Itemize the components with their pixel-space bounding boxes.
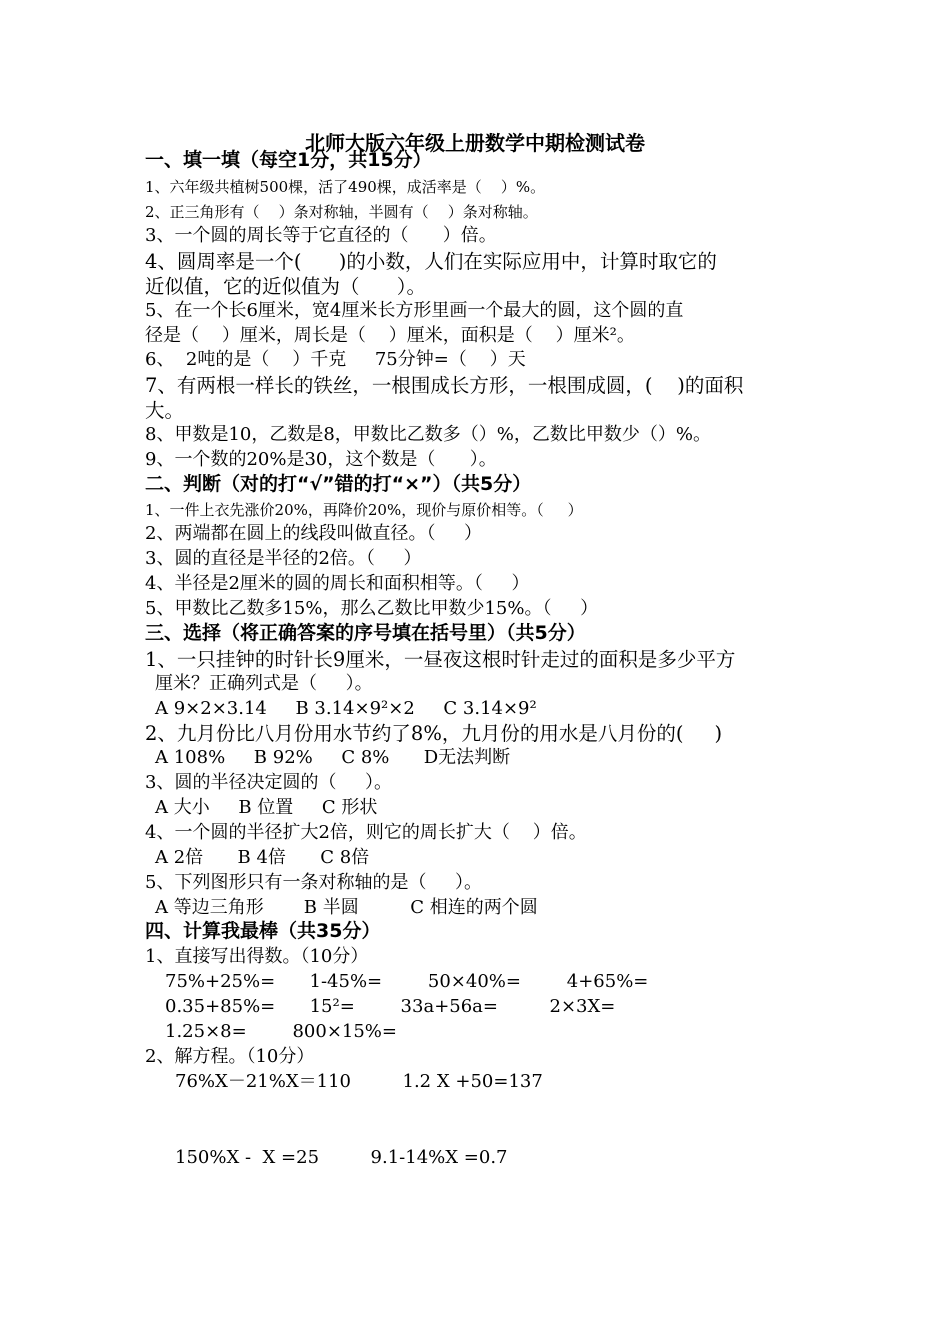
question-line: 4、一个圆的半径扩大2倍，则它的周长扩大（ ）倍。	[145, 822, 587, 843]
question-line: 厘米？正确列式是（ ）。	[155, 673, 373, 694]
question-line: 4、圆周率是一个( )的小数，人们在实际应用中，计算时取它的	[145, 250, 717, 273]
calc-row: 0.35+85%= 15²= 33a+56a= 2×3X=	[165, 996, 616, 1017]
section-heading-calculation: 四、计算我最棒（共35分）	[145, 920, 381, 942]
equation-row: 76%X－21%X＝110 1.2 X +50=137	[175, 1071, 543, 1092]
question-line: 5、在一个长6厘米，宽4厘米长方形里画一个最大的圆，这个圆的直	[145, 300, 684, 321]
option-line: A 2倍 B 4倍 C 8倍	[155, 847, 370, 868]
calc-row: 75%+25%= 1-45%= 50×40%= 4+65%=	[165, 971, 649, 992]
question-line: 1、一只挂钟的时针长9厘米，一昼夜这根时针走过的面积是多少平方	[145, 648, 736, 671]
question-line: 9、一个数的20%是30，这个数是（ ）。	[145, 449, 497, 470]
question-line: 径是（ ）厘米，周长是（ ）厘米，面积是（ ）厘米²。	[145, 325, 635, 346]
question-line: 1、一件上衣先涨价20%，再降价20%，现价与原价相等。（ ）	[145, 501, 583, 519]
question-line: 3、圆的直径是半径的2倍。（ ）	[145, 548, 422, 569]
page-title: 北师大版六年级上册数学中期检测试卷	[305, 131, 645, 155]
question-line: 2、九月份比八月份用水节约了8%，九月份的用水是八月份的( )	[145, 722, 723, 745]
question-line: 大。	[145, 399, 185, 422]
question-line: 3、圆的半径决定圆的（ ）。	[145, 772, 393, 793]
calc-row: 1.25×8= 800×15%=	[165, 1021, 397, 1042]
question-line: 2、两端都在圆上的线段叫做直径。（ ）	[145, 523, 483, 544]
question-line: 5、甲数比乙数多15%，那么乙数比甲数少15%。（ ）	[145, 598, 599, 619]
option-line: A 9×2×3.14 B 3.14×9²×2 C 3.14×9²	[155, 698, 537, 719]
question-line: 4、半径是2厘米的圆的周长和面积相等。（ ）	[145, 573, 530, 594]
question-line: 6、 2吨的是（ ）千克 75分钟=（ ）天	[145, 349, 526, 370]
question-line: 2、正三角形有（ ）条对称轴，半圆有（ ）条对称轴。	[145, 203, 538, 221]
question-line: 8、甲数是10，乙数是8，甲数比乙数多（）%，乙数比甲数少（）%。	[145, 424, 712, 445]
question-line: 5、下列图形只有一条对称轴的是（ ）。	[145, 872, 483, 893]
question-line: 1、六年级共植树500棵，活了490棵，成活率是（ ）%。	[145, 178, 546, 196]
option-line: A 108% B 92% C 8% D无法判断	[155, 747, 511, 768]
section-heading-choice: 三、选择（将正确答案的序号填在括号里）（共5分）	[145, 622, 586, 644]
question-line: 近似值，它的近似值为（ ）。	[145, 275, 426, 298]
option-line: A 等边三角形 B 半圆 C 相连的两个圆	[155, 897, 538, 918]
section-heading-fill-in: 一、填一填（每空1分，共15分）	[145, 149, 432, 171]
question-line: 7、有两根一样长的铁丝，一根围成长方形，一根围成圆，( )的面积	[145, 374, 744, 397]
section-heading-true-false: 二、判断（对的打“√”错的打“×”）（共5分）	[145, 473, 532, 495]
option-line: A 大小 B 位置 C 形状	[155, 797, 378, 818]
question-line: 2、解方程。（10分）	[145, 1046, 315, 1067]
question-line: 1、直接写出得数。（10分）	[145, 946, 369, 967]
equation-row: 150%X - X =25 9.1-14%X =0.7	[175, 1147, 508, 1168]
question-line: 3、一个圆的周长等于它直径的（ ）倍。	[145, 225, 497, 246]
